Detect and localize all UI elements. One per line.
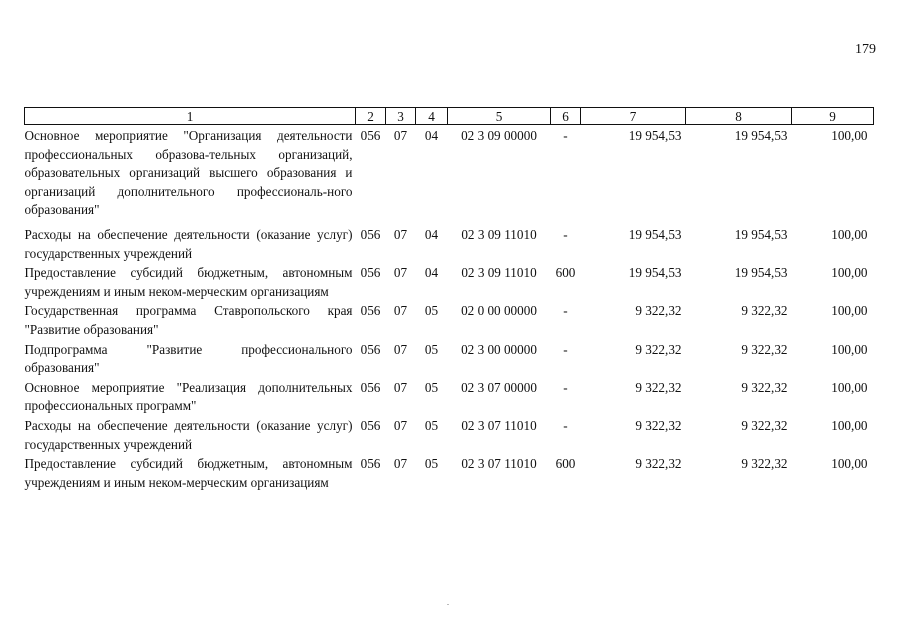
column-header: 8	[686, 108, 792, 125]
percent-cell: 100,00	[831, 417, 868, 433]
percent-cell: 100,00	[831, 303, 868, 319]
expense-type-code: -	[563, 379, 568, 395]
table-row	[25, 417, 874, 455]
column-header: 5	[448, 108, 551, 125]
scan-speck	[447, 604, 449, 605]
column-header: 3	[386, 108, 416, 125]
amount-cell: 9 322,32	[741, 341, 788, 357]
subsection-code: 04	[424, 128, 439, 143]
row-name: Государственная программа Ставропольского края "Развитие образования"	[24, 303, 353, 337]
percent-cell: 100,00	[831, 341, 868, 357]
ministry-code: 056	[360, 417, 381, 433]
target-article-code: 02 3 07 11010	[461, 456, 537, 472]
percent-cell: 100,00	[831, 379, 868, 395]
budget-table	[24, 107, 874, 493]
row-name: Основное мероприятие "Организация деятельности профессиональных образова-тельных организаций, образовательных организаций высшего образования и организаций дополнительного профессиональ-ного образования"	[24, 128, 353, 218]
expense-type-code: -	[563, 417, 568, 433]
amount-cell: 19 954,53	[734, 128, 788, 143]
subsection-code: 04	[424, 265, 439, 281]
section-code: 07	[393, 341, 408, 357]
section-code: 07	[393, 303, 408, 319]
section-code: 07	[393, 265, 408, 281]
expense-type-code: -	[563, 226, 568, 242]
target-article-code: 02 3 07 00000	[461, 379, 537, 395]
target-article-code: 02 3 09 00000	[461, 128, 537, 143]
target-article-code: 02 3 00 00000	[461, 341, 537, 357]
amount-cell: 9 322,32	[635, 456, 682, 472]
amount-cell: 9 322,32	[635, 379, 682, 395]
expense-type-code: 600	[555, 456, 576, 472]
amount-cell: 19 954,53	[734, 226, 788, 242]
column-header: 1	[25, 108, 356, 125]
table-row	[25, 125, 874, 226]
table-row	[25, 455, 874, 493]
amount-cell: 19 954,53	[628, 265, 682, 281]
amount-cell: 19 954,53	[734, 265, 788, 281]
amount-cell: 19 954,53	[628, 226, 682, 242]
subsection-code: 05	[424, 456, 439, 472]
column-number-row	[25, 108, 874, 125]
expense-type-code: -	[563, 128, 568, 143]
target-article-code: 02 3 07 11010	[461, 417, 537, 433]
amount-cell: 9 322,32	[635, 417, 682, 433]
ministry-code: 056	[360, 303, 381, 319]
section-code: 07	[393, 226, 408, 242]
row-name: Расходы на обеспечение деятельности (оказание услуг) государственных учреждений	[24, 226, 353, 261]
table-row	[25, 302, 874, 340]
table-row	[25, 341, 874, 379]
percent-cell: 100,00	[831, 226, 868, 242]
section-code: 07	[393, 417, 408, 433]
ministry-code: 056	[360, 379, 381, 395]
table-row	[25, 379, 874, 417]
expense-type-code: 600	[555, 265, 576, 281]
column-header: 7	[581, 108, 686, 125]
amount-cell: 9 322,32	[741, 379, 788, 395]
subsection-code: 05	[424, 379, 439, 395]
row-name: Основное мероприятие "Реализация дополнительных профессиональных программ"	[24, 379, 353, 414]
expense-type-code: -	[563, 341, 568, 357]
row-name: Предоставление субсидий бюджетным, автономным учреждениям и иным неком-мерческим организациям	[24, 265, 353, 299]
section-code: 07	[393, 456, 408, 472]
section-code: 07	[393, 128, 408, 143]
amount-cell: 9 322,32	[741, 303, 788, 319]
subsection-code: 05	[424, 417, 439, 433]
section-code: 07	[393, 379, 408, 395]
ministry-code: 056	[360, 128, 381, 143]
expense-type-code: -	[563, 303, 568, 319]
column-header: 9	[792, 108, 874, 125]
page-number: 179	[855, 42, 876, 57]
amount-cell: 19 954,53	[628, 128, 682, 143]
amount-cell: 9 322,32	[635, 341, 682, 357]
target-article-code: 02 3 09 11010	[461, 226, 537, 242]
ministry-code: 056	[360, 226, 381, 242]
row-name: Подпрограмма "Развитие профессионального образования"	[24, 341, 353, 376]
percent-cell: 100,00	[831, 265, 868, 281]
column-header: 4	[416, 108, 448, 125]
row-name: Расходы на обеспечение деятельности (оказание услуг) государственных учреждений	[24, 417, 353, 452]
amount-cell: 9 322,32	[741, 456, 788, 472]
table-row	[25, 226, 874, 264]
ministry-code: 056	[360, 265, 381, 281]
subsection-code: 05	[424, 341, 439, 357]
column-header: 2	[356, 108, 386, 125]
table-row	[25, 264, 874, 302]
target-article-code: 02 0 00 00000	[461, 303, 537, 319]
ministry-code: 056	[360, 341, 381, 357]
subsection-code: 05	[424, 303, 439, 319]
row-name: Предоставление субсидий бюджетным, автономным учреждениям и иным неком-мерческим организациям	[24, 456, 353, 490]
percent-cell: 100,00	[831, 128, 868, 143]
amount-cell: 9 322,32	[741, 417, 788, 433]
column-header: 6	[551, 108, 581, 125]
subsection-code: 04	[424, 226, 439, 242]
ministry-code: 056	[360, 456, 381, 472]
target-article-code: 02 3 09 11010	[461, 265, 537, 281]
amount-cell: 9 322,32	[635, 303, 682, 319]
percent-cell: 100,00	[831, 456, 868, 472]
